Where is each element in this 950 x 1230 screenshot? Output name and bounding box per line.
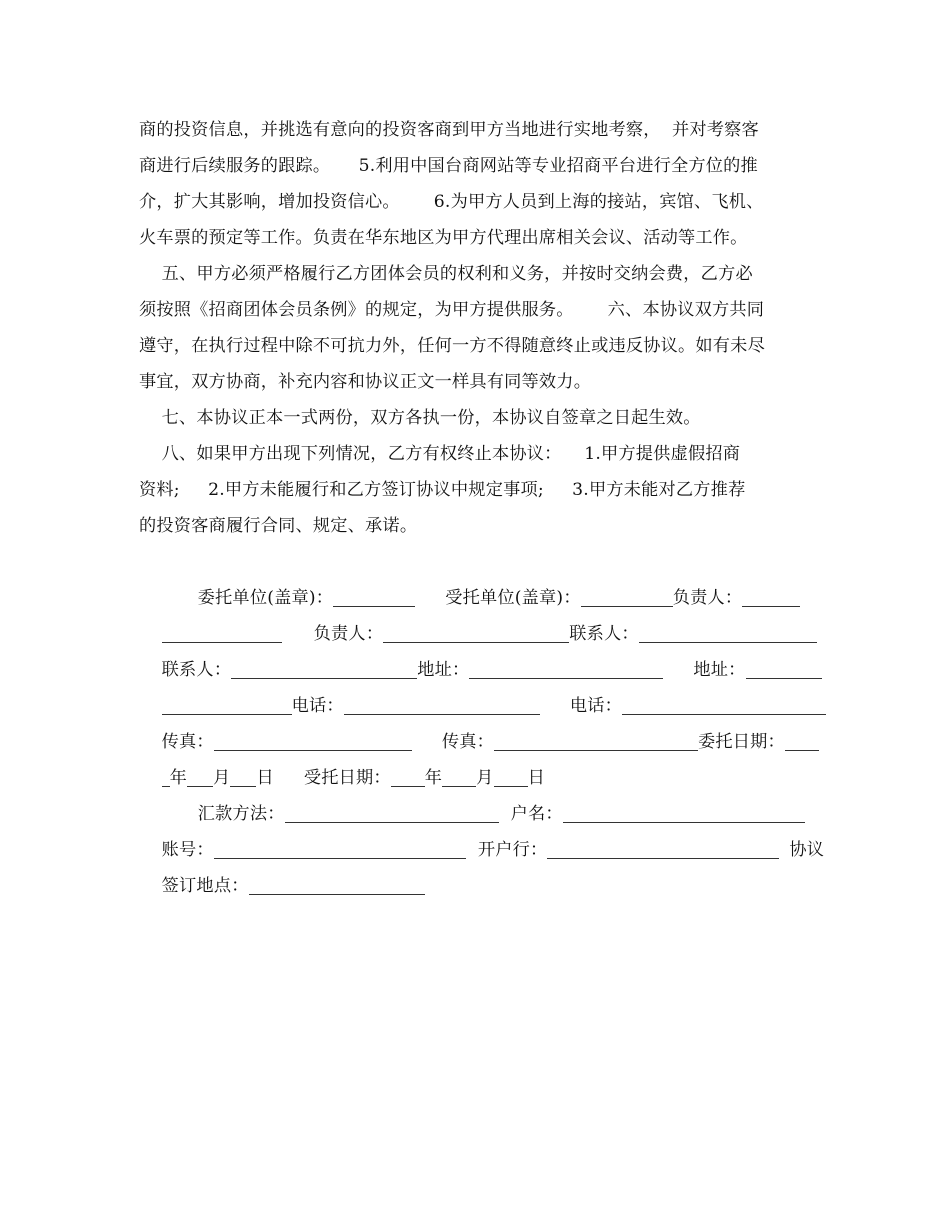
entrust-unit-label: 委托单位(盖章)： bbox=[197, 588, 334, 608]
text-line bbox=[139, 112, 813, 148]
text-run: 商的投资信息，并挑选有意向的投资客商到甲方当地进行实地考察， 并对考察客 bbox=[139, 120, 759, 140]
year-label: 年 bbox=[424, 768, 443, 788]
text-line: 遵守，在执行过程中除不可抗力外，任何一方不得随意终止或违反协议。如有未尽 bbox=[139, 336, 765, 356]
entrusted-date-label: 受托日期： bbox=[303, 768, 391, 788]
fax-label: 传真： bbox=[441, 732, 494, 752]
sign-place-label: 签订地点： bbox=[161, 876, 249, 896]
text-line: 须按照《招商团体会员条例》的规定，为甲方提供服务。 六、本协议双方共同 bbox=[139, 300, 765, 320]
fax-field[interactable] bbox=[494, 728, 698, 751]
text-line: 七、本协议正本一式两份，双方各执一份，本协议自签章之日起生效。 bbox=[139, 408, 701, 428]
text-line: 五、甲方必须严格履行乙方团体会员的权利和义务，并按时交纳会费，乙方必 bbox=[139, 264, 753, 284]
fax-field[interactable] bbox=[214, 728, 412, 751]
account-no-label: 账号： bbox=[161, 840, 214, 860]
day-label: 日 bbox=[527, 768, 545, 788]
text-line: 介，扩大其影响，增加投资信心。 6.为甲方人员到上海的接站，宾馆、飞机、 bbox=[139, 192, 764, 212]
entrusted-unit-field[interactable] bbox=[581, 584, 673, 607]
phone-label: 电话： bbox=[569, 696, 622, 716]
person-in-charge-field-cont[interactable] bbox=[162, 620, 282, 643]
form-line bbox=[139, 544, 813, 608]
month-field[interactable] bbox=[442, 764, 476, 787]
contact-label: 联系人： bbox=[161, 660, 232, 680]
remit-method-field[interactable] bbox=[285, 800, 499, 823]
day-label: 日 bbox=[256, 768, 274, 788]
address-field-cont[interactable] bbox=[162, 692, 292, 715]
text-line: 火车票的预定等工作。负责在华东地区为甲方代理出席相关会议、活动等工作。 bbox=[139, 228, 748, 248]
phone-field[interactable] bbox=[622, 692, 826, 715]
remit-method-label: 汇款方法： bbox=[197, 804, 285, 824]
entrust-unit-field[interactable] bbox=[333, 584, 415, 607]
month-label: 月 bbox=[213, 768, 231, 788]
phone-field[interactable] bbox=[344, 692, 540, 715]
month-label: 月 bbox=[476, 768, 494, 788]
entrusted-unit-label: 受托单位(盖章)： bbox=[445, 588, 581, 608]
entrust-date-label: 委托日期： bbox=[698, 732, 785, 752]
address-field[interactable] bbox=[746, 656, 822, 679]
person-in-charge-field[interactable] bbox=[383, 620, 569, 643]
bank-label: 开户行： bbox=[477, 840, 548, 860]
address-field[interactable] bbox=[469, 656, 663, 679]
text-line: 商进行后续服务的跟踪。 5.利用中国台商网站等专业招商平台进行全方位的推 bbox=[139, 156, 758, 176]
person-in-charge-label: 负责人： bbox=[672, 588, 743, 608]
contact-label: 联系人： bbox=[569, 624, 639, 644]
account-no-field[interactable] bbox=[214, 836, 466, 859]
phone-label: 电话： bbox=[291, 696, 344, 716]
text-line: 的投资客商履行合同、规定、承诺。 bbox=[139, 516, 418, 536]
address-label: 地址： bbox=[417, 660, 470, 680]
text-line: 资料; 2.甲方未能履行和乙方签订协议中规定事项; 3.甲方未能对乙方推荐 bbox=[139, 480, 746, 500]
year-field[interactable] bbox=[391, 764, 425, 787]
person-in-charge-field[interactable] bbox=[742, 584, 800, 607]
account-name-field[interactable] bbox=[563, 800, 805, 823]
entrust-date-field[interactable] bbox=[785, 728, 819, 751]
text-line: 事宜，双方协商，补充内容和协议正文一样具有同等效力。 bbox=[139, 372, 592, 392]
document-page bbox=[139, 112, 825, 896]
day-field[interactable] bbox=[494, 764, 528, 787]
day-field[interactable] bbox=[230, 764, 256, 787]
year-field[interactable] bbox=[162, 764, 170, 787]
address-label: 地址： bbox=[693, 660, 746, 680]
contact-field[interactable] bbox=[639, 620, 817, 643]
bank-field[interactable] bbox=[547, 836, 779, 859]
agreement-label: 协议 bbox=[789, 840, 825, 860]
year-label: 年 bbox=[169, 768, 188, 788]
sign-place-field[interactable] bbox=[249, 872, 425, 895]
fax-label: 传真： bbox=[161, 732, 214, 752]
contact-field[interactable] bbox=[231, 656, 417, 679]
person-in-charge-label: 负责人： bbox=[313, 624, 384, 644]
month-field[interactable] bbox=[187, 764, 213, 787]
account-name-label: 户名： bbox=[510, 804, 563, 824]
text-line: 八、如果甲方出现下列情况，乙方有权终止本协议： 1.甲方提供虚假招商 bbox=[139, 444, 741, 464]
